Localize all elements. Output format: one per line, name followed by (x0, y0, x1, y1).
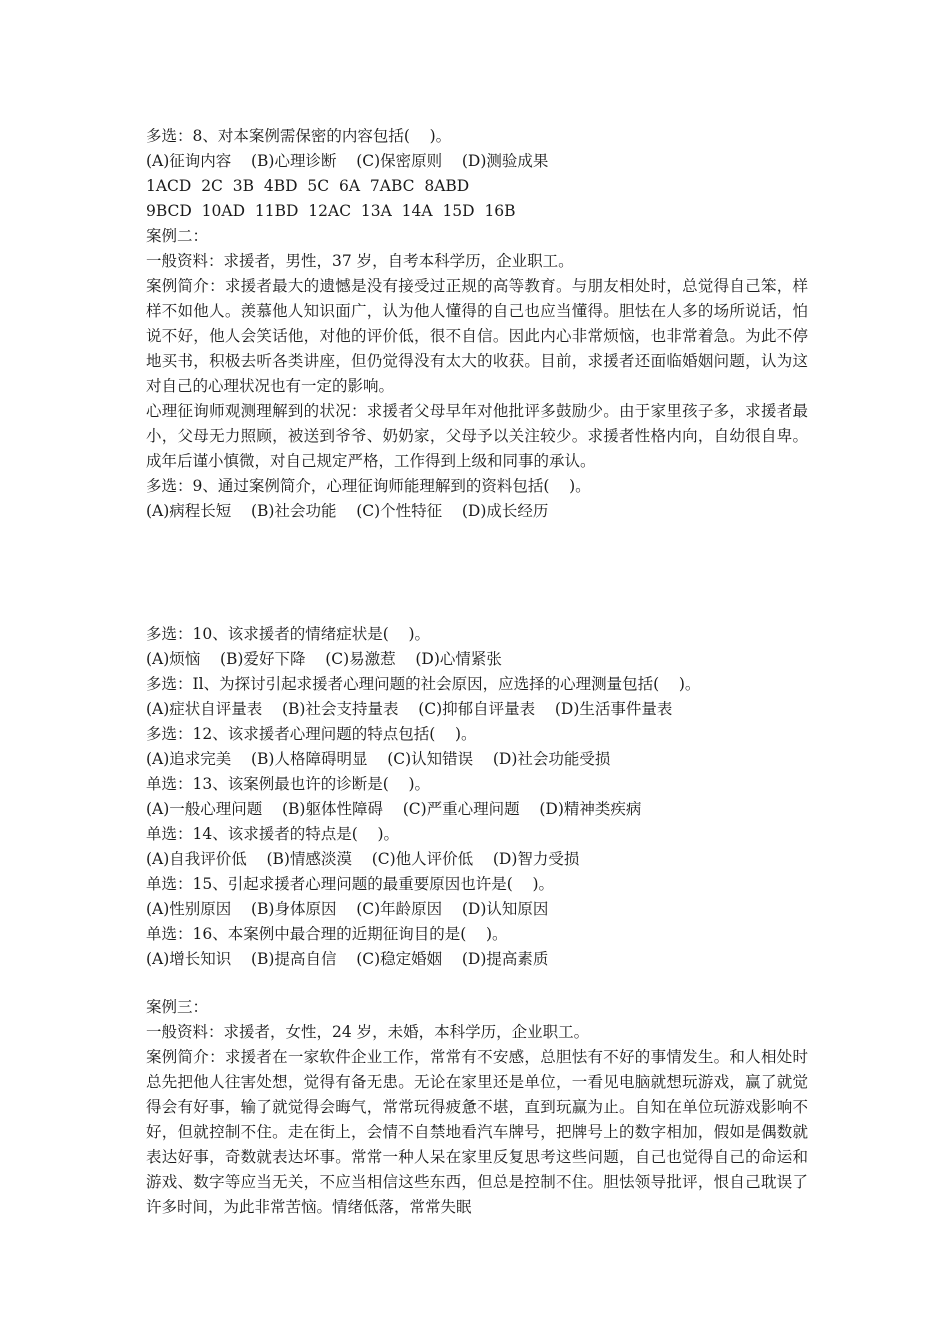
question-10-options: (A)烦恼 (B)爱好下降 (C)易激惹 (D)心情紧张 (146, 650, 502, 668)
case-three-title: 案例三： (146, 998, 209, 1016)
question-15-options: (A)性别原因 (B)身体原因 (C)年龄原因 (D)认知原因 (146, 900, 549, 918)
case-three-introduction: 案例简介：求援者在一家软件企业工作，常常有不安感，总胆怯有不好的事情发生。和人相处时总先把他人往害处想，觉得有备无患。无论在家里还是单位，一看见电脑就想玩游戏，赢了就觉得会有好事，输了就觉得会晦气，常常玩得疲惫不堪，直到玩赢为止。自知在单位玩游戏影响不好，但就控制不住。走在街上，会情不自禁地看汽车牌号，把牌号上的数字相加，假如是偶数就表达好事，奇数就表达坏事。常常一种人呆在家里反复思考这些问题，自己也觉得自己的命运和游戏、数字等应当无关，不应当相信这些东西，但总是控制不住。胆怯领导批评，恨自己耽误了许多时间，为此非常苦恼。情绪低落，常常失眠 (146, 1048, 808, 1216)
question-16-options: (A)增长知识 (B)提高自信 (C)稳定婚姻 (D)提高素质 (146, 950, 549, 968)
question-11: 多选：Il、为探讨引起求援者心理问题的社会原因，应选择的心理测量包括( )。 (146, 675, 701, 693)
case-two-title: 案例二： (146, 227, 209, 245)
question-14-options: (A)自我评价低 (B)情感淡漠 (C)他人评价低 (D)智力受损 (146, 850, 580, 868)
case-two-general-info: 一般资料：求援者，男性，37 岁，自考本科学历，企业职工。 (146, 252, 574, 270)
question-8: 多选：8、对本案例需保密的内容包括( )。 (146, 127, 452, 145)
question-9-options: (A)病程长短 (B)社会功能 (C)个性特征 (D)成长经历 (146, 502, 549, 520)
section-case-three (146, 995, 808, 1220)
answer-key-line-1: 1ACD 2C 3B 4BD 5C 6A 7ABC 8ABD (146, 177, 470, 195)
question-13: 单选：13、该案例最也许的诊断是( )。 (146, 775, 431, 793)
question-9: 多选：9、通过案例简介，心理征询师能理解到的资料包括( )。 (146, 477, 591, 495)
question-13-options: (A)一般心理问题 (B)躯体性障碍 (C)严重心理问题 (D)精神类疾病 (146, 800, 642, 818)
question-12: 多选：12、该求援者心理问题的特点包括( )。 (146, 725, 477, 743)
answer-key-line-2: 9BCD 10AD 11BD 12AC 13A 14A 15D 16B (146, 202, 516, 220)
case-two-introduction: 案例简介：求援者最大的遗憾是没有接受过正规的高等教育。与朋友相处时，总觉得自己笨，样样不如他人。羡慕他人知识面广，认为他人懂得的自己也应当懂得。胆怯在人多的场所说话，怕说不好，他人会笑话他，对他的评价低，很不自信。因此内心非常烦恼，也非常着急。为此不停地买书，积极去听各类讲座，但仍觉得没有太大的收获。目前，求援者还面临婚姻问题，认为这对自己的心理状况也有一定的影响。 (146, 277, 808, 395)
question-14: 单选：14、该求援者的特点是( )。 (146, 825, 400, 843)
case-two-observations: 心理征询师观测理解到的状况：求援者父母早年对他批评多鼓励少。由于家里孩子多，求援者最小，父母无力照顾，被送到爷爷、奶奶家，父母予以关注较少。求援者性格内向，自幼很自卑。成年后谨小慎微，对自己规定严格，工作得到上级和同事的承认。 (146, 402, 808, 470)
question-8-options: (A)征询内容 (B)心理诊断 (C)保密原则 (D)测验成果 (146, 152, 549, 170)
question-15: 单选：15、引起求援者心理问题的最重要原因也许是( )。 (146, 875, 555, 893)
case-three-general-info: 一般资料：求援者，女性，24 岁，未婚，本科学历，企业职工。 (146, 1023, 590, 1041)
question-11-options: (A)症状自评量表 (B)社会支持量表 (C)抑郁自评量表 (D)生活事件量表 (146, 700, 673, 718)
question-16: 单选：16、本案例中最合理的近期征询目的是( )。 (146, 925, 508, 943)
section-case-two (146, 124, 808, 524)
question-12-options: (A)追求完美 (B)人格障碍明显 (C)认知错误 (D)社会功能受损 (146, 750, 611, 768)
question-10: 多选：10、该求援者的情绪症状是( )。 (146, 625, 431, 643)
section-questions-10-16 (146, 622, 808, 972)
